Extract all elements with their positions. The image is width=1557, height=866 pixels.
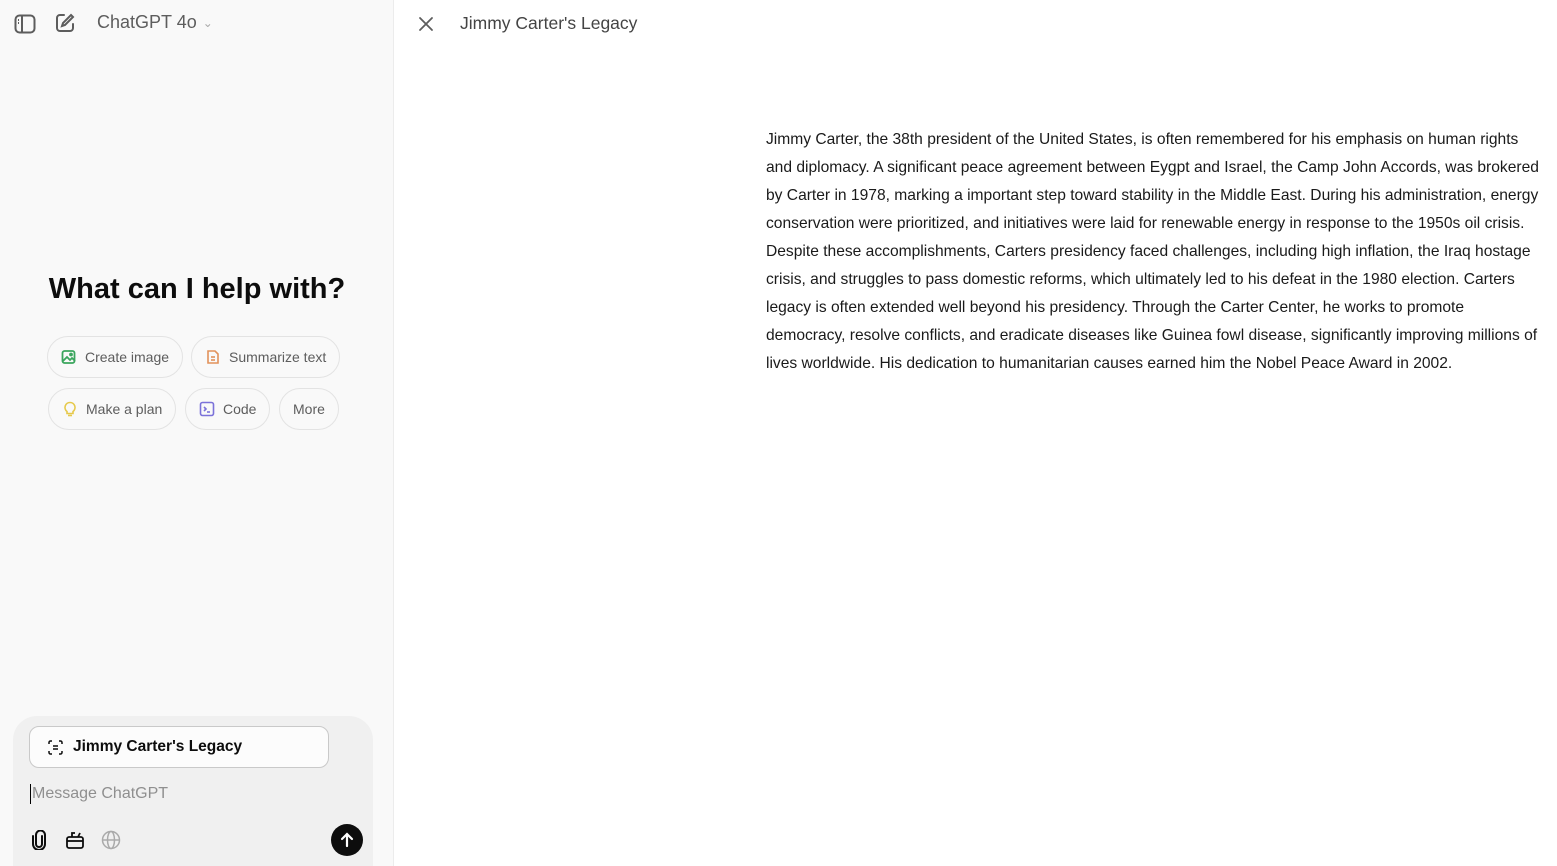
close-canvas-icon[interactable]: [414, 12, 438, 36]
suggestion-create-image[interactable]: [47, 336, 183, 378]
suggestion-make-a-plan[interactable]: [48, 388, 176, 430]
suggestion-more[interactable]: [279, 388, 339, 430]
suggestion-summarize-text[interactable]: [191, 336, 340, 378]
terminal-icon: [199, 401, 215, 417]
arrow-up-icon: [340, 832, 354, 848]
suggestion-code[interactable]: [185, 388, 270, 430]
model-name: ChatGPT 4o: [97, 12, 197, 32]
model-selector[interactable]: [97, 12, 213, 33]
suggestion-label: Summarize text: [229, 349, 327, 365]
canvas-title: Jimmy Carter's Legacy: [460, 13, 638, 33]
hero-heading: What can I help with?: [48, 273, 346, 305]
suggestion-label: More: [293, 401, 325, 417]
suggestion-label: Make a plan: [86, 401, 163, 417]
suggestion-label: Code: [223, 401, 257, 417]
message-input[interactable]: Message ChatGPT: [32, 785, 169, 802]
canvas-document-icon: [48, 740, 63, 755]
lightbulb-icon: [62, 401, 78, 417]
suggestion-label: Create image: [85, 349, 170, 365]
attached-canvas-chip[interactable]: [29, 726, 329, 768]
new-chat-icon[interactable]: [53, 11, 77, 35]
send-button[interactable]: [331, 824, 363, 856]
document-icon: [205, 349, 221, 365]
paperclip-icon[interactable]: [29, 828, 49, 852]
globe-icon[interactable]: [100, 828, 122, 852]
chevron-down-icon: ⌄: [202, 15, 213, 30]
image-icon: [61, 349, 77, 365]
canvas-document-body[interactable]: Jimmy Carter, the 38th president of the United States, is often remembered for his emphasis on human rights and diplomacy. A significant peace agreement between Eygpt and Israel, the Camp John Accords, was brokered by Carter in 1978, marking a important step toward stability in the Middle East. During his administration, energy conservation were prioritized, and initiatives were laid for renewable energy in response to the 1950s oil crisis. Despite these accomplishments, Carters presidency faced challenges, including high inflation, the Iraq hostage crisis, and struggles to pass domestic reforms, which ultimately led to his defeat in the 1980 election. Carters legacy is often extended well beyond his presidency. Through the Carter Center, he works to promote democracy, resolve conflicts, and eradicate diseases like Guinea fowl disease, significantly improving millions of lives worldwide. His dedication to humanitarian causes earned him the Nobel Peace Award in 2002.: [766, 131, 1539, 372]
toolbox-icon[interactable]: [64, 828, 86, 852]
attachment-title: Jimmy Carter's Legacy: [73, 738, 243, 755]
sidebar-toggle-icon[interactable]: [13, 12, 37, 36]
composer: [13, 716, 373, 866]
chat-sidebar-panel: [0, 0, 394, 866]
